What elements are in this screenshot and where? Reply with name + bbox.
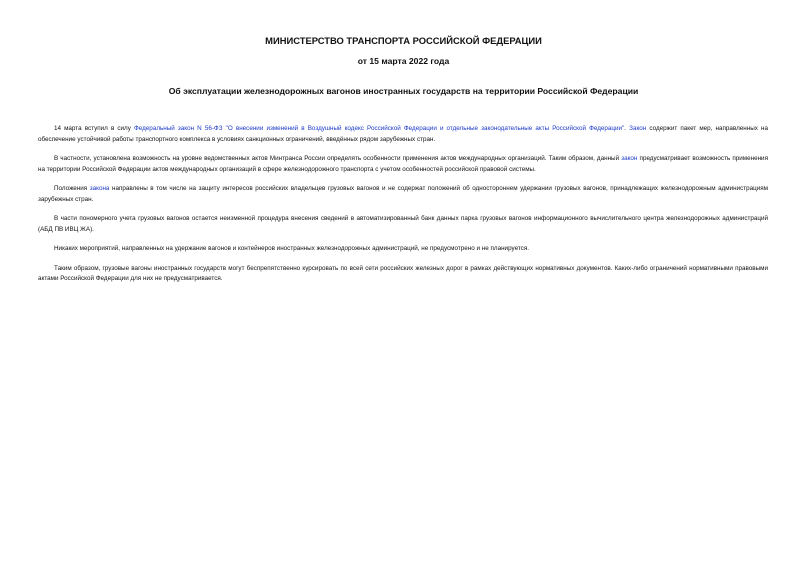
paragraph-text: 14 марта вступил в силу — [54, 125, 134, 132]
law-link[interactable]: закона — [89, 185, 110, 192]
document-date: от 15 марта 2022 года — [357, 56, 450, 66]
paragraph-no-detention: Никаких мероприятий, направленных на удержание вагонов и контейнеров иностранных железнодорожных администраций, не предусмотрено и не планируется. — [54, 245, 529, 252]
paragraph-text: В частности, установлена возможность на уровне ведомственных актов Минтранса России определять особенности применения актов международных организаций. Таким образом, данный — [54, 155, 622, 162]
law-link[interactable]: Закон — [629, 125, 647, 132]
paragraph-conclusion: Таким образом, грузовые вагоны иностранных государств могут беспрепятственно курсировать по всей сети российских железных дорог в рамках действующих нормативных документов. Каких-либо ограничений нормативными правовыми актами Российской Федерации для них не предусматривается. — [38, 264, 768, 282]
paragraph-text: Положения — [54, 185, 90, 192]
paragraph-text: содержит пакет мер, направленных на обеспечение устойчивой работы транспортного комплекса в условиях санкционных ограничений, введённых рядом зарубежных стран. — [38, 125, 769, 143]
law-link[interactable]: закон — [621, 155, 638, 162]
ministry-heading: МИНИСТЕРСТВО ТРАНСПОРТА РОССИЙСКОЙ ФЕДЕРАЦИИ — [265, 35, 542, 46]
document-body — [38, 124, 768, 294]
paragraph-text: направлены в том числе на защиту интересов российских владельцев грузовых вагонов и не содержат положений об одностороннем удержании грузовых вагонов, принадлежащих железнодорожным администрациям зарубежных стран. — [38, 185, 768, 203]
paragraph-owner-protection — [38, 184, 768, 205]
document-title: Об эксплуатации железнодорожных вагонов иностранных государств на территории Российской Федерации — [168, 86, 639, 96]
paragraph-text: предусматривает возможность применения на территории Российской Федерации актов международных организаций в сфере железнодорожного транспорта с учетом особенностей российской правовой системы. — [38, 155, 768, 173]
federal-law-link[interactable]: Федеральный закон N 56-ФЗ "О внесении изменений в Воздушный кодекс Российской Федерации и отдельные законодательные акты Российской Федерации" — [133, 125, 625, 132]
paragraph-law-entry — [38, 124, 768, 145]
paragraph-international-acts — [38, 154, 768, 175]
paragraph-text: . — [624, 125, 630, 132]
paragraph-wagon-accounting: В части пономерного учета грузовых вагонов остается неизменной процедура внесения сведений в автоматизированный банк данных парка грузовых вагонов информационного вычислительного центра железнодорожных администраций (АБД ПВ ИВЦ ЖА). — [38, 215, 768, 233]
